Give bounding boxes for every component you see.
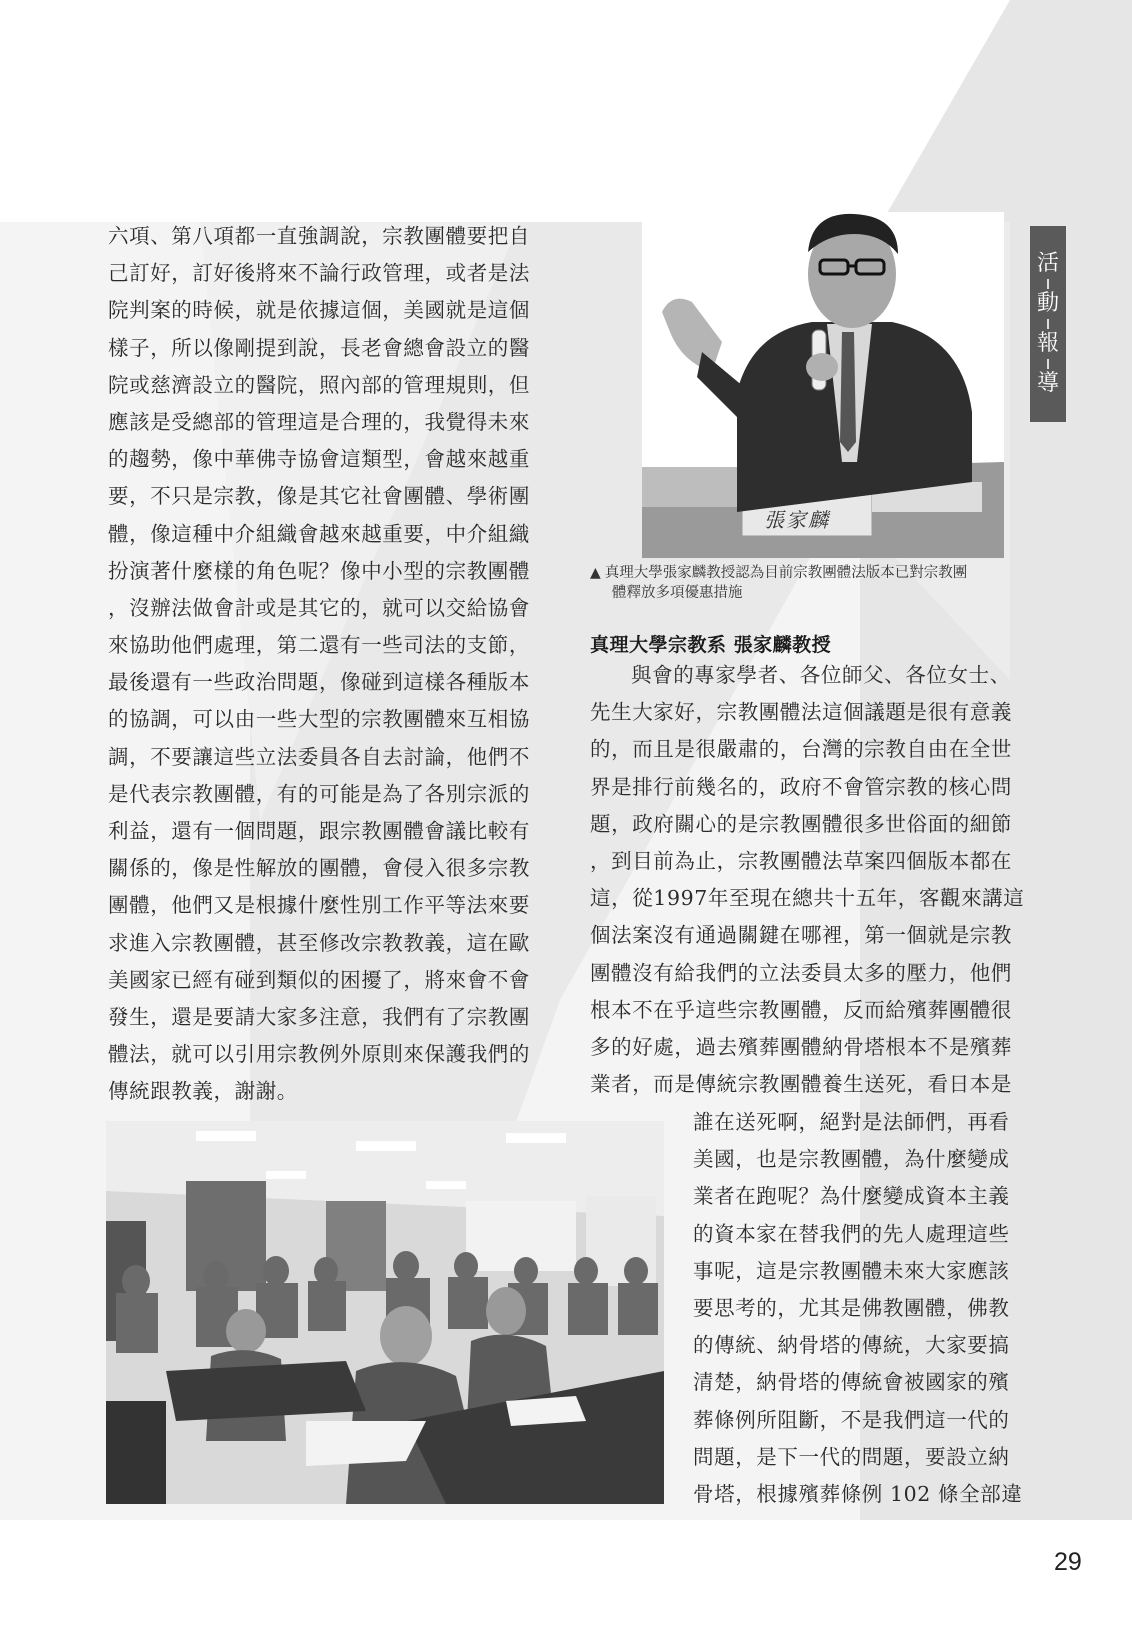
text-line: 葬條例所阻斷，不是我們這一代的 — [693, 1407, 1010, 1432]
text-line: 清楚，納骨塔的傳統會被國家的殯 — [693, 1370, 1010, 1395]
text-line: 先生大家好，宗教團體法這個議題是很有意義 — [590, 700, 1012, 725]
text-line: 應該是受總部的管理這是合理的，我覺得未來 — [108, 409, 530, 434]
text-line: 業者在跑呢？為什麼變成資本主義 — [693, 1184, 1010, 1209]
text-line: 體法，就可以引用宗教例外原則來保護我們的 — [108, 1042, 530, 1067]
section-tab-char: 活 — [1036, 251, 1059, 276]
text-line: 的，而且是很嚴肅的，台灣的宗教自由在全世 — [590, 737, 1012, 762]
text-line: 體，像這種中介組織會越來越重要，中介組織 — [108, 521, 530, 546]
text-line: 這，從1997年至現在總共十五年，客觀來講這 — [590, 886, 1025, 911]
caption-text: 體釋放多項優惠措施 — [612, 585, 743, 601]
text-line: 的趨勢，像中華佛寺協會這類型，會越來越重 — [108, 447, 530, 472]
text-line: 團體，他們又是根據什麼性別工作平等法來要 — [108, 893, 530, 918]
section-tab-divider — [1047, 279, 1049, 289]
text-line: 骨塔，根據殯葬條例 102 條全部違 — [693, 1481, 1023, 1506]
section-tab-divider — [1047, 319, 1049, 329]
text-line: 己訂好，訂好後將來不論行政管理，或者是法 — [108, 261, 530, 286]
speaker-photo — [642, 212, 1004, 558]
text-line: 的協調，可以由一些大型的宗教團體來互相協 — [108, 707, 530, 732]
text-line: ，沒辦法做會計或是其它的，就可以交給協會 — [108, 595, 530, 620]
photo-caption — [590, 563, 1010, 603]
text-line: 事呢，這是宗教團體未來大家應該 — [693, 1258, 1010, 1283]
text-line: 美國家已經有碰到類似的困擾了，將來會不會 — [108, 967, 530, 992]
text-line: 問題，是下一代的問題，要設立納 — [693, 1444, 1010, 1469]
text-line: 個法案沒有通過關鍵在哪裡，第一個就是宗教 — [590, 923, 1012, 948]
section-tab-char: 動 — [1036, 291, 1059, 316]
triangle-icon: ▲ — [590, 565, 601, 581]
text-line: 誰在送死啊，絕對是法師們，再看 — [693, 1110, 1010, 1134]
text-line: 利益，還有一個問題，跟宗教團體會議比較有 — [108, 819, 530, 843]
nameplate-text: 張家麟 — [764, 508, 830, 532]
text-line: 美國，也是宗教團體，為什麼變成 — [693, 1147, 1010, 1172]
text-line: 扮演著什麼樣的角色呢？像中小型的宗教團體 — [108, 558, 530, 583]
text-line: 調，不要讓這些立法委員各自去討論，他們不 — [108, 744, 530, 769]
right-article-column-continued — [693, 1104, 1023, 1513]
text-line: 求進入宗教團體，甚至修改宗教教義，這在歐 — [108, 930, 530, 955]
text-line: 是代表宗教團體，有的可能是為了各別宗派的 — [108, 781, 530, 806]
text-line: 要，不只是宗教，像是其它社會團體、學術團 — [108, 484, 530, 509]
section-tab-char: 導 — [1036, 371, 1059, 396]
right-article-column — [590, 657, 1025, 1103]
text-line: 傳統跟教義，謝謝。 — [108, 1079, 298, 1104]
caption-text: 真理大學張家麟教授認為目前宗教團體法版本已對宗教團 — [604, 565, 968, 581]
text-line: 院判案的時候，就是依據這個，美國就是這個 — [108, 298, 530, 323]
text-line: 與會的專家學者、各位師父、各位女士、 — [631, 663, 1011, 687]
text-line: 的傳統、納骨塔的傳統，大家要搞 — [693, 1333, 1010, 1358]
text-line: ，到目前為止，宗教團體法草案四個版本都在 — [590, 848, 1012, 873]
text-line: 團體沒有給我們的立法委員太多的壓力，他們 — [590, 960, 1012, 985]
text-line: 界是排行前幾名的，政府不會管宗教的核心問 — [590, 774, 1012, 799]
text-line: 六項、第八項都一直強調說，宗教團體要把自 — [108, 224, 530, 248]
text-line: 要思考的，尤其是佛教團體，佛教 — [693, 1295, 1010, 1320]
text-line: 最後還有一些政治問題，像碰到這樣各種版本 — [108, 670, 530, 695]
section-tab — [1030, 226, 1066, 422]
speaker-heading: 真理大學宗教系 張家麟教授 — [590, 634, 832, 656]
section-tab-divider — [1047, 359, 1049, 369]
text-line: 樣子，所以像剛提到說，長老會總會設立的醫 — [108, 335, 530, 360]
page-number: 29 — [1054, 1548, 1082, 1576]
text-line: 發生，還是要請大家多注意，我們有了宗教團 — [108, 1004, 530, 1029]
meeting-photo — [106, 1121, 664, 1504]
text-line: 根本不在乎這些宗教團體，反而給殯葬團體很 — [590, 997, 1012, 1022]
text-line: 題，政府關心的是宗教團體很多世俗面的細節 — [590, 811, 1012, 836]
left-article-column — [108, 218, 532, 1111]
text-line: 院或慈濟設立的醫院，照內部的管理規則，但 — [108, 372, 530, 397]
text-line: 來協助他們處理，第二還有一些司法的支節， — [108, 633, 530, 658]
text-line: 業者，而是傳統宗教團體養生送死，看日本是 — [590, 1072, 1012, 1097]
text-line: 多的好處，過去殯葬團體納骨塔根本不是殯葬 — [590, 1034, 1012, 1059]
text-line: 的資本家在替我們的先人處理這些 — [693, 1221, 1010, 1246]
section-tab-char: 報 — [1036, 331, 1059, 356]
text-line: 關係的，像是性解放的團體，會侵入很多宗教 — [108, 856, 530, 881]
